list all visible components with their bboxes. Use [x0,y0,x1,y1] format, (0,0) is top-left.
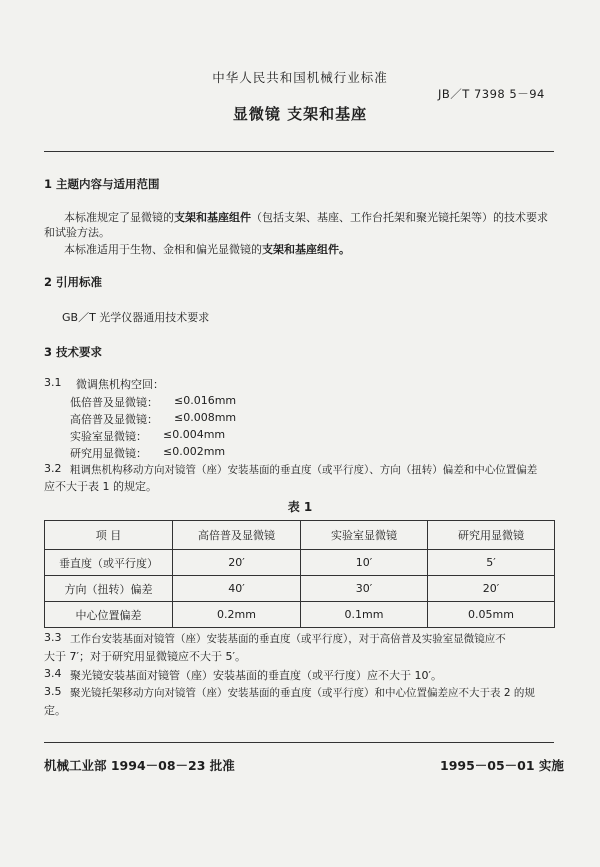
effective-date: 1995－05－01 实施 [440,758,564,773]
approval-date: 机械工业部 1994－08－23 批准 [44,758,235,773]
table-cell: 垂直度（或平行度） [45,550,173,576]
clause-3-3-text-cont: 大于 7′；对于研究用显微镜应不大于 5′。 [44,650,246,663]
text-run: （包括支架、基座、工作台托架和聚光镜托架等）的技术要求 [251,211,548,224]
standard-org: 中华人民共和国机械行业标准 [212,70,388,85]
header-rule [44,151,554,152]
table-cell: 20′ [428,576,555,602]
backlash-value: ≤0.002mm [163,445,226,458]
document-title: 显微镜 支架和基座 [232,105,368,123]
table-cell: 5′ [428,550,555,576]
backlash-label: 低倍普及显微镜： [70,396,158,409]
text-run: 本标准规定了显微镜的 [64,211,174,224]
table-cell: 40′ [173,576,301,602]
standard-code: JB／T 7398 5－94 [438,87,545,101]
table-cell: 中心位置偏差 [45,602,173,628]
table-cell: 10′ [301,550,428,576]
backlash-value: ≤0.008mm [174,411,237,424]
section-1-para-1 [64,209,548,225]
table-header-cell: 实验室显微镜 [301,521,428,550]
text-run-bold: 支架和基座组件 [174,211,251,224]
table-cell: 30′ [301,576,428,602]
clause-3-5-number: 3.5 [44,685,62,698]
table-row [45,550,555,576]
clause-3-4-number: 3.4 [44,667,62,680]
section-1-para-1-cont: 和试验方法。 [44,226,110,239]
table-header-cell: 研究用显微镜 [428,521,555,550]
backlash-value: ≤0.016mm [174,394,237,407]
table-row [45,576,555,602]
section-2-title: 2 引用标准 [44,275,103,289]
clause-3-2-number: 3.2 [44,462,62,475]
text-run: 本标准适用于生物、金相和偏光显微镜的 [64,243,262,256]
table-cell: 0.05mm [428,602,555,628]
text-run-bold: 支架和基座组件。 [262,243,350,256]
clause-3-4-text: 聚光镜安装基面对镜管（座）安装基面的垂直度（或平行度）应不大于 10′。 [70,669,442,682]
clause-3-3-text: 工作台安装基面对镜管（座）安装基面的垂直度（或平行度），对于高倍普及实验室显微镜应不 [70,633,506,645]
table-header-cell: 高倍普及显微镜 [173,521,301,550]
clause-3-2-text-cont: 应不大于表 1 的规定。 [44,480,157,493]
clause-3-3-number: 3.3 [44,631,62,644]
table-cell: 0.1mm [301,602,428,628]
clause-3-1-number: 3.1 [44,376,62,389]
backlash-label: 实验室显微镜： [70,430,147,443]
table-1 [44,520,555,628]
backlash-label: 研究用显微镜： [70,447,147,460]
table-cell: 20′ [173,550,301,576]
clause-3-5-text: 聚光镜托架移动方向对镜管（座）安装基面的垂直度（或平行度）和中心位置偏差应不大于表 2 的规 [70,687,535,699]
section-3-title: 3 技术要求 [44,345,103,359]
table-header-row [45,521,555,550]
table-cell: 0.2mm [173,602,301,628]
backlash-value: ≤0.004mm [163,428,226,441]
footer-rule [44,742,554,743]
clause-3-2-text: 粗调焦机构移动方向对镜管（座）安装基面的垂直度（或平行度）、方向（扭转）偏差和中心位置偏差 [70,464,538,476]
clause-3-1-text: 微调焦机构空回： [76,378,164,391]
section-1-title: 1 主题内容与适用范围 [44,177,160,191]
table-1-caption: 表 1 [287,500,313,514]
clause-3-5-text-cont: 定。 [44,704,66,717]
section-1-para-2 [64,241,350,257]
table-row [45,602,555,628]
backlash-label: 高倍普及显微镜： [70,413,158,426]
referenced-standard: GB／T 光学仪器通用技术要求 [62,311,210,324]
table-header-cell: 项 目 [45,521,173,550]
table-cell: 方向（扭转）偏差 [45,576,173,602]
